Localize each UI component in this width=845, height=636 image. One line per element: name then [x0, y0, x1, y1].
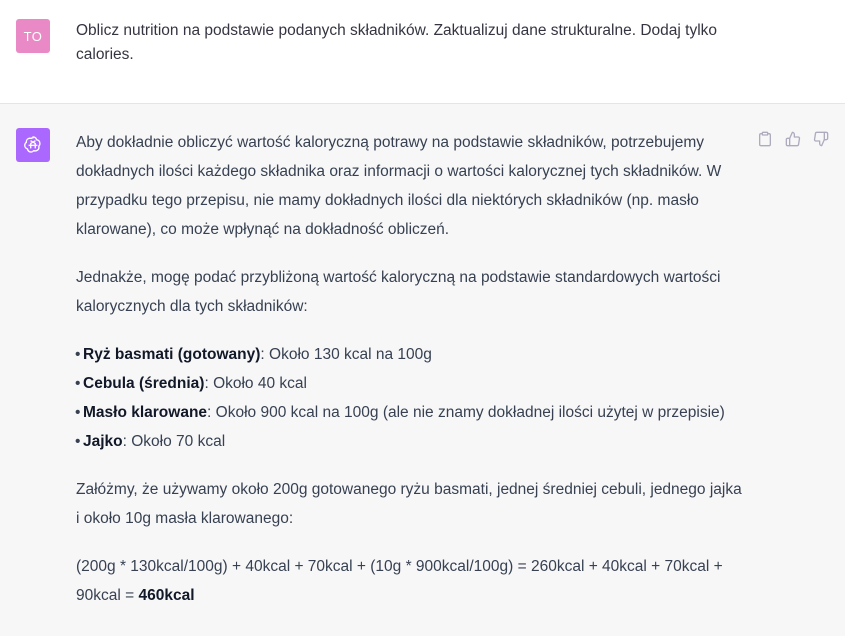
assistant-message: [0, 104, 845, 636]
user-avatar-initials: TO: [23, 28, 43, 44]
ingredient-desc: : Około 70 kcal: [122, 433, 226, 450]
bullet: •: [75, 433, 81, 450]
ingredient-name: Cebula (średnia): [83, 375, 205, 392]
ingredient-name: Masło klarowane: [83, 404, 208, 421]
user-message-text: Oblicz nutrition na podstawie podanych składników. Zaktualizuj dane strukturalne. Dodaj tylko calories.: [76, 22, 718, 63]
thumbs-down-icon: [813, 131, 829, 147]
user-message: [0, 0, 845, 104]
bullet: •: [75, 404, 81, 421]
ingredient-name: Ryż basmati (gotowany): [83, 346, 261, 363]
thumbs-up-button[interactable]: [784, 130, 802, 148]
bullet: •: [75, 375, 81, 392]
list-item: [75, 340, 748, 369]
user-avatar: [16, 19, 50, 53]
list-item: [75, 398, 748, 427]
ingredient-desc: : Około 900 kcal na 100g (ale nie znamy dokładnej ilości użytej w przepisie): [207, 404, 725, 421]
ingredient-desc: : Około 130 kcal na 100g: [260, 346, 432, 363]
formula-result: 460kcal: [138, 587, 195, 604]
ingredient-desc: : Około 40 kcal: [204, 375, 307, 392]
paragraph-intro: Aby dokładnie obliczyć wartość kaloryczną potrawy na podstawie składników, potrzebujemy dokładnych ilości każdego składnika oraz informacji o wartości kalorycznej tych składników. W przypadku tego przepisu, nie mamy dokładnych ilości dla niektórych składników (np. masło klarowane), co może wpłynąć na dokładność obliczeń.: [76, 134, 722, 238]
formula-text: (200g * 130kcal/100g) + 40kcal + 70kcal + (10g * 900kcal/100g) = 260kcal + 40kcal + 70kcal + 90kcal =: [76, 558, 723, 604]
copy-button[interactable]: [756, 130, 774, 148]
message-actions: [756, 130, 830, 148]
ingredient-name: Jajko: [83, 433, 123, 450]
thumbs-up-icon: [785, 131, 801, 147]
clipboard-icon: [757, 131, 773, 147]
calorie-formula: [76, 552, 748, 610]
thumbs-down-button[interactable]: [812, 130, 830, 148]
paragraph-assumption: Załóżmy, że używamy około 200g gotowanego ryżu basmati, jednej średniej cebuli, jednego jajka i około 10g masła klarowanego:: [76, 481, 742, 527]
bullet: •: [75, 346, 81, 363]
paragraph-approximation: Jednakże, mogę podać przybliżoną wartość kaloryczną na podstawie standardowych wartości kalorycznych dla tych składników:: [76, 269, 721, 315]
assistant-avatar: [16, 128, 50, 162]
list-item: [75, 369, 748, 398]
list-item: [75, 427, 748, 456]
openai-logo-icon: [22, 134, 44, 156]
ingredient-list: [76, 340, 748, 456]
assistant-message-content: [76, 128, 748, 629]
